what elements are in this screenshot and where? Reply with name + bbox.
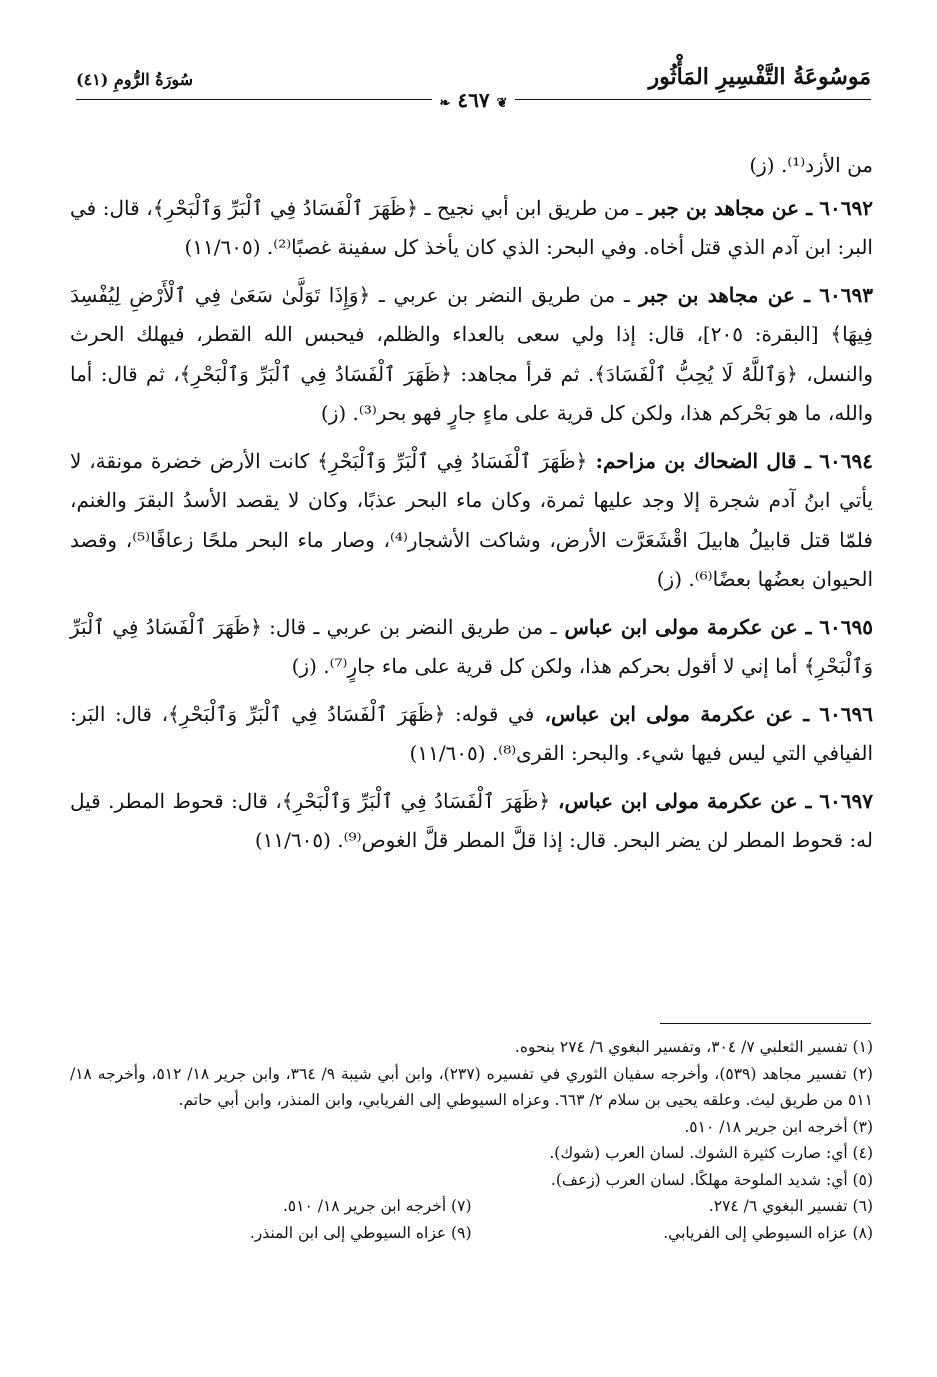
- paragraph-text: ﴿ظَهَرَ ٱلْفَسَادُ فِي ٱلْبَرِّ وَٱلْبَحْرِ﴾ كانت الأرض خضرة مونقة، لا يأتي ابنُ آدم شجرة إلا وجد عليها ثمرة، وكان ماء البحر عذبًا، وكان لا يقصد الأسدُ البقرَ والغنم، فلمّا قتل قابيلُ هابيلَ اقْشَعَرَّت الأرض، وشاكت الأشجار⁽⁴⁾، وصار ماء البحر ملحًا زعافًا⁽⁵⁾، وقصد الحيوان بعضُها بعضًا⁽⁶⁾. (ز): [70, 448, 873, 591]
- narrator-name: ـ قال الضحاك بن مزاحم:: [587, 448, 820, 473]
- paragraph-text: من الأزد⁽¹⁾. (ز): [749, 153, 873, 177]
- paragraph: [70, 782, 873, 861]
- paragraph: [70, 276, 873, 434]
- hadith-number: ٦٠٦٩٧: [819, 788, 873, 813]
- paragraph-text: ـ من طريق ابن أبي نجيح ـ ﴿ظَهَرَ ٱلْفَسَادُ فِي ٱلْبَرِّ وَٱلْبَحْرِ﴾، قال: في البر: ابن آدم الذي قتل أخاه. وفي البحر: الذي كان يأخذ كل سفينة غصبًا⁽²⁾. (١١/٦٠٥): [70, 195, 873, 259]
- narrator-name: ـ عن عكرمة مولى ابن عباس،: [550, 788, 820, 813]
- paragraph: [70, 608, 873, 687]
- hadith-number: ٦٠٦٩٢: [819, 195, 874, 220]
- paragraph-text: ـ من طريق النضر بن عربي ـ ﴿وَإِذَا تَوَلَّىٰ سَعَىٰ فِي ٱلْأَرْضِ لِيُفْسِدَ فِيهَا﴾ [البقرة: ٢٠٥]، قال: إذا ولي سعى بالعداء والظلم، فيحبس الله القطر، فيهلك الحرث والنسل، ﴿وَٱللَّهُ لَا يُحِبُّ ٱلْفَسَادَ﴾. ثم قرأ مجاهد: ﴿ظَهَرَ ٱلْفَسَادُ فِي ٱلْبَرِّ وَٱلْبَحْرِ﴾، ثم قال: أما والله، ما هو بَحْركم هذا، ولكن كل قرية على ماءٍ جارٍ فهو بحر⁽³⁾. (ز): [70, 282, 873, 425]
- paragraph: [70, 695, 873, 774]
- footnote: (٩) عزاه السيوطي إلى ابن المنذر.: [249, 1223, 472, 1242]
- hadith-number: ٦٠٦٩٦: [819, 701, 874, 726]
- book-title: مَوسُوعَةُ التَّفْسِيرِ المَأْثُور: [648, 64, 871, 90]
- page-number: ٤٦٧: [457, 88, 490, 112]
- ornament-left-icon: ❧: [439, 96, 451, 111]
- footnote: (٤) أي: صارت كثيرة الشوك. لسان العرب (شوك).: [549, 1144, 873, 1162]
- narrator-name: ـ عن مجاهد بن جبر: [629, 282, 820, 307]
- hadith-number: ٦٠٦٩٤: [819, 448, 873, 473]
- footnote: (٨) عزاه السيوطي إلى الفريابي.: [663, 1223, 873, 1242]
- footnote-row: [70, 1220, 873, 1247]
- footnote: (٣) أخرجه ابن جرير ١٨/ ٥١٠.: [684, 1117, 873, 1136]
- hadith-number: ٦٠٦٩٥: [819, 614, 874, 639]
- paragraph: [70, 442, 873, 600]
- paragraph-text: ـ من طريق النضر بن عربي ـ قال: ﴿ظَهَرَ ٱلْفَسَادُ فِي ٱلْبَرِّ وَٱلْبَحْرِ﴾ أما إني لا أقول بحركم هذا، ولكن كل قرية على ماء جارٍ⁽⁷⁾. (ز): [70, 614, 873, 678]
- narrator-name: ـ عن عكرمة مولى ابن عباس: [556, 614, 820, 639]
- narrator-name: ـ عن مجاهد بن جبر: [642, 195, 820, 220]
- footnote: (٦) تفسير البغوي ٦/ ٢٧٤.: [708, 1197, 873, 1215]
- footnote: (٧) أخرجه ابن جرير ١٨/ ٥١٠.: [282, 1197, 472, 1215]
- footnote: (٢) تفسير مجاهد (٥٣٩)، وأخرجه سفيان الثوري في تفسيره (٢٣٧)، وابن أبي شيبة ٩/ ٣٦٤، وابن جرير ١٨/ ٥١٢، وأخرجه ١٨/ ٥١١ من طريق ليث. وعلقه يحيى بن سلام ٢/ ٦٦٣. وعزاه السيوطي إلى الفريابي، وابن المنذر، وابن أبي حاتم.: [70, 1064, 873, 1109]
- footnote: (٥) أي: شديد الملوحة مهلكًا. لسان العرب (زعف).: [550, 1170, 873, 1189]
- surah-title: سُورَةُ الرُّومِ (٤١): [76, 70, 194, 89]
- main-text: [70, 146, 873, 869]
- footnotes: [70, 1034, 873, 1246]
- page-header: [76, 58, 871, 112]
- page-number-box: [432, 88, 516, 112]
- footnote-separator: [660, 1023, 871, 1024]
- paragraph-text: ﴿ظَهَرَ ٱلْفَسَادُ فِي ٱلْبَرِّ وَٱلْبَحْرِ﴾، قال: قحوط المطر. قيل له: قحوط المطر لن يضر البحر. قال: إذا قلَّ المطر قلَّ الغوص⁽⁹⁾. (١١/٦٠٥): [70, 788, 873, 852]
- paragraph-text: في قوله: ﴿ظَهَرَ ٱلْفَسَادُ فِي ٱلْبَرِّ وَٱلْبَحْرِ﴾، قال: البَر: الفيافي التي ليس فيها شيء. والبحر: القرى⁽⁸⁾. (١١/٦٠٥): [70, 701, 873, 765]
- footnote-row: [70, 1193, 873, 1220]
- hadith-number: ٦٠٦٩٣: [819, 282, 873, 307]
- footnote: (١) تفسير الثعلبي ٧/ ٣٠٤، وتفسير البغوي ٦/ ٢٧٤ بنحوه.: [514, 1038, 873, 1056]
- paragraph: [70, 189, 873, 268]
- paragraph: [70, 146, 873, 186]
- ornament-right-icon: ❦: [496, 96, 508, 111]
- narrator-name: ـ عن عكرمة مولى ابن عباس،: [534, 701, 820, 726]
